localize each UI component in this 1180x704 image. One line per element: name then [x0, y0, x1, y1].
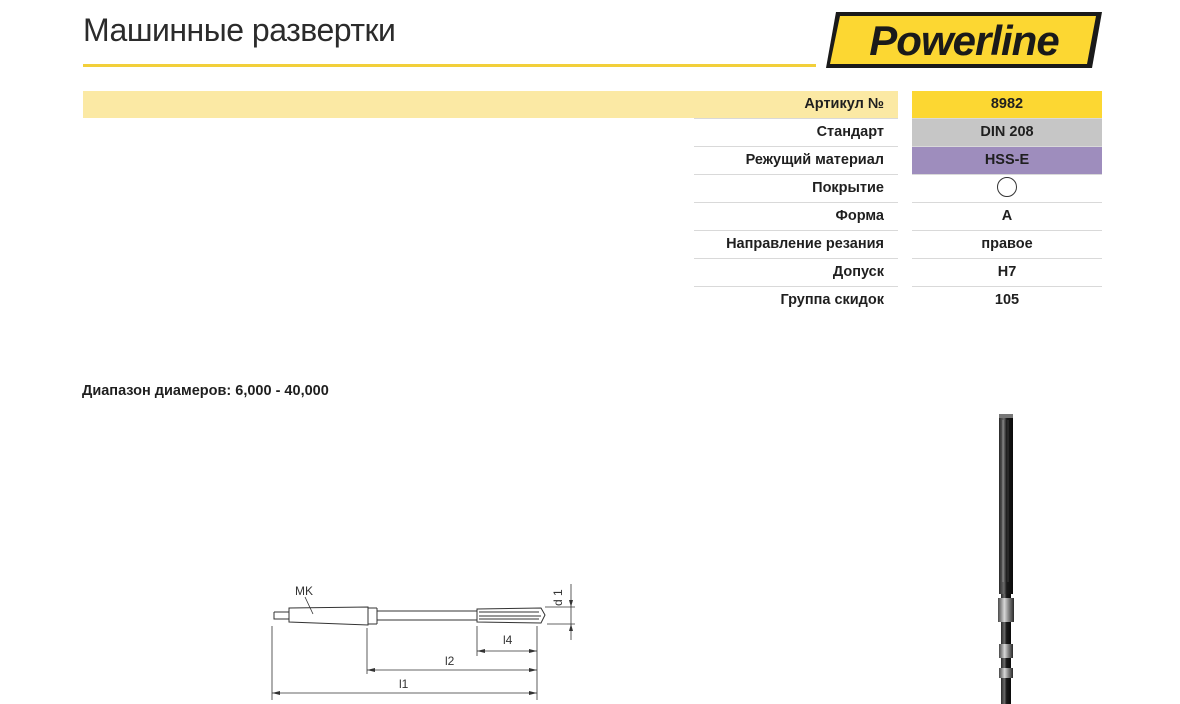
brand-logo [826, 12, 1102, 68]
spec-row-form [694, 203, 1102, 231]
spec-table [694, 91, 1102, 315]
diameter-range-label: Диапазон диамеров: [82, 383, 232, 399]
technical-drawing [265, 570, 585, 704]
l2-label: l2 [445, 654, 455, 668]
brand-logo-text: Powerline [869, 17, 1059, 64]
spec-value: H7 [997, 264, 1017, 280]
spec-value: A [1001, 208, 1013, 224]
spec-value: DIN 208 [912, 119, 1102, 146]
uncoated-circle-icon [997, 177, 1017, 197]
spec-value: 105 [994, 292, 1020, 308]
spec-row-standard [694, 119, 1102, 147]
spec-label: Покрытие [812, 180, 884, 196]
spec-row-article [694, 91, 1102, 119]
spec-value: правое [981, 236, 1033, 252]
tool-tang [274, 612, 289, 619]
spec-label: Стандарт [816, 124, 884, 140]
spec-label: Направление резания [726, 236, 884, 252]
diameter-range-value: 6,000 - 40,000 [235, 383, 329, 399]
l4-label: l4 [503, 633, 513, 647]
morse-taper [289, 607, 368, 625]
spec-row-coating [694, 175, 1102, 203]
spec-label: Форма [835, 208, 884, 224]
spec-label: Режущий материал [745, 152, 884, 168]
l1-label: l1 [399, 677, 409, 691]
tool-photo [990, 412, 1030, 704]
page-title: Машинные развертки [83, 12, 396, 48]
spec-value [912, 175, 1102, 202]
spec-value: 8982 [912, 91, 1102, 118]
mk-label: MK [295, 584, 313, 598]
d1-label: d 1 [551, 589, 565, 606]
spec-row-material [694, 147, 1102, 175]
spec-row-tolerance [694, 259, 1102, 287]
tool-neck [377, 611, 477, 620]
spec-label: Артикул № [804, 96, 884, 112]
spec-row-cutting-direction [694, 231, 1102, 259]
spec-row-discount-group [694, 287, 1102, 315]
diameter-range [82, 383, 329, 399]
spec-value: HSS-E [912, 147, 1102, 174]
title-rule [83, 64, 816, 67]
spec-label: Группа скидок [780, 292, 884, 308]
spec-label: Допуск [832, 264, 884, 280]
